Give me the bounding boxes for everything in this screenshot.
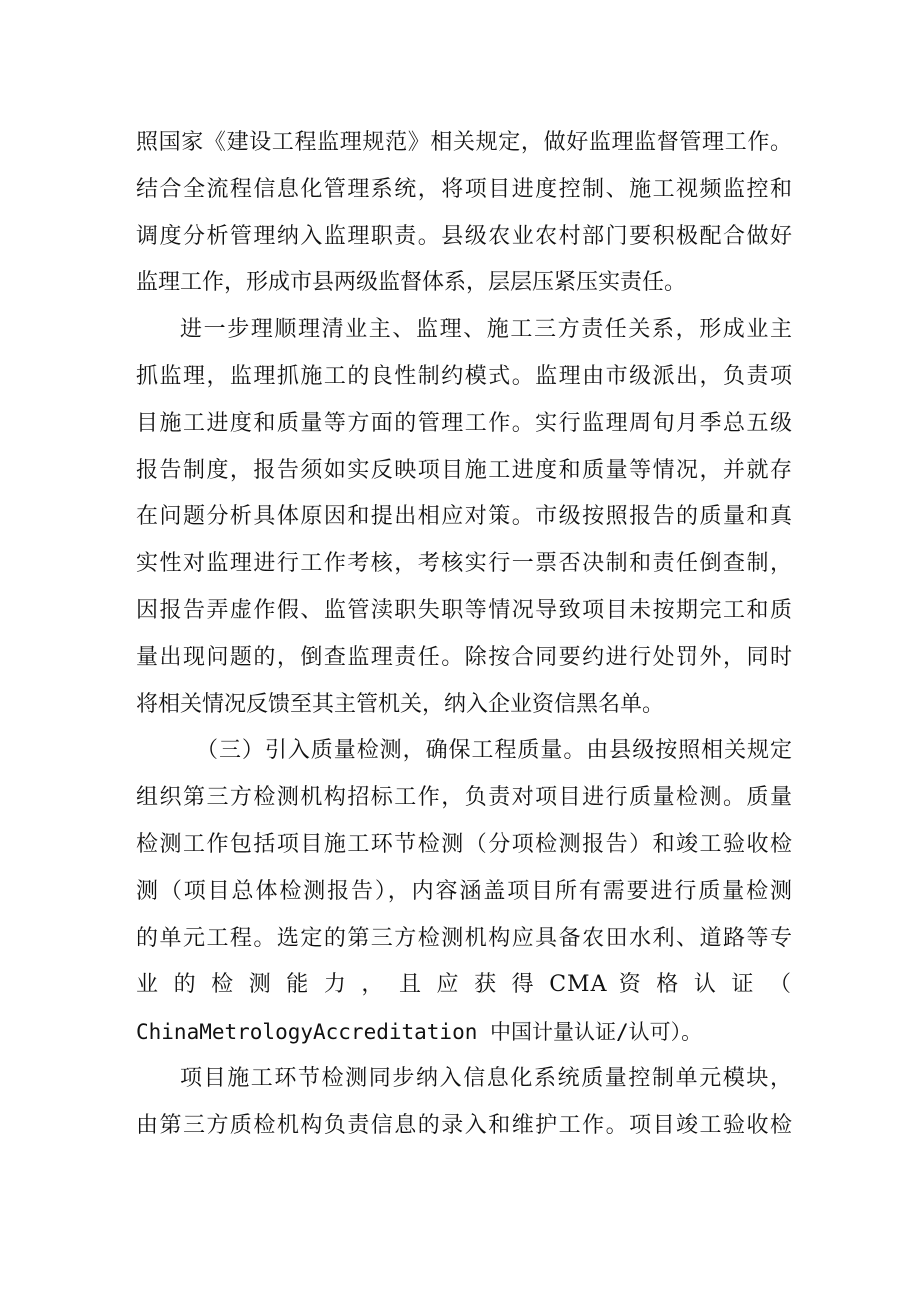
- text-line: 由第三方质检机构负责信息的录入和维护工作。项目竣工验收检: [136, 1112, 792, 1138]
- text-line: 抓监理，监理抓施工的良性制约模式。监理由市级派出，负责项: [136, 363, 792, 389]
- text-line: 测（项目总体检测报告），内容涵盖项目所有需要进行质量检测: [136, 878, 792, 904]
- text-line: 检测工作包括项目施工环节检测（分项检测报告）和竣工验收检: [136, 831, 792, 857]
- section-heading-line: （三）引入质量检测，确保工程质量。由县级按照相关规定: [196, 738, 792, 764]
- paragraph-first-line: 项目施工环节检测同步纳入信息化系统质量控制单元模块，: [180, 1065, 792, 1091]
- text-line: 将相关情况反馈至其主管机关，纳入企业资信黑名单。: [136, 691, 665, 717]
- body-text: [136, 120, 792, 1150]
- text-line: ChinaMetrologyAccreditation 中国计量认证/认可）。: [136, 1020, 703, 1045]
- paragraph-first-line: 进一步理顺理清业主、监理、施工三方责任关系，形成业主: [180, 317, 792, 343]
- text-line: 照国家《建设工程监理规范》相关规定，做好监理监督管理工作。: [136, 130, 792, 155]
- text-line: 结合全流程信息化管理系统，将项目进度控制、施工视频监控和: [136, 176, 792, 202]
- text-line: 报告制度，报告须如实反映项目施工进度和质量等情况，并就存: [136, 457, 792, 483]
- text-line: 目施工进度和质量等方面的管理工作。实行监理周旬月季总五级: [136, 410, 792, 436]
- text-line: 业 的 检 测 能 力 ， 且 应 获 得 CMA 资 格 认 证 （: [136, 972, 792, 998]
- text-line: 实性对监理进行工作考核，考核实行一票否决制和责任倒查制，: [136, 551, 792, 577]
- text-line: 量出现问题的，倒查监理责任。除按合同要约进行处罚外，同时: [136, 644, 792, 670]
- text-line: 因报告弄虚作假、监管渎职失职等情况导致项目未按期完工和质: [136, 597, 792, 623]
- text-line: 组织第三方检测机构招标工作，负责对项目进行质量检测。质量: [136, 785, 792, 811]
- text-line: 在问题分析具体原因和提出相应对策。市级按照报告的质量和真: [136, 504, 792, 530]
- text-line: 监理工作，形成市县两级监督体系，层层压紧压实责任。: [136, 270, 687, 296]
- text-line: 的单元工程。选定的第三方检测机构应具备农田水利、道路等专: [136, 925, 792, 951]
- text-line: 调度分析管理纳入监理职责。县级农业农村部门要积极配合做好: [136, 223, 792, 249]
